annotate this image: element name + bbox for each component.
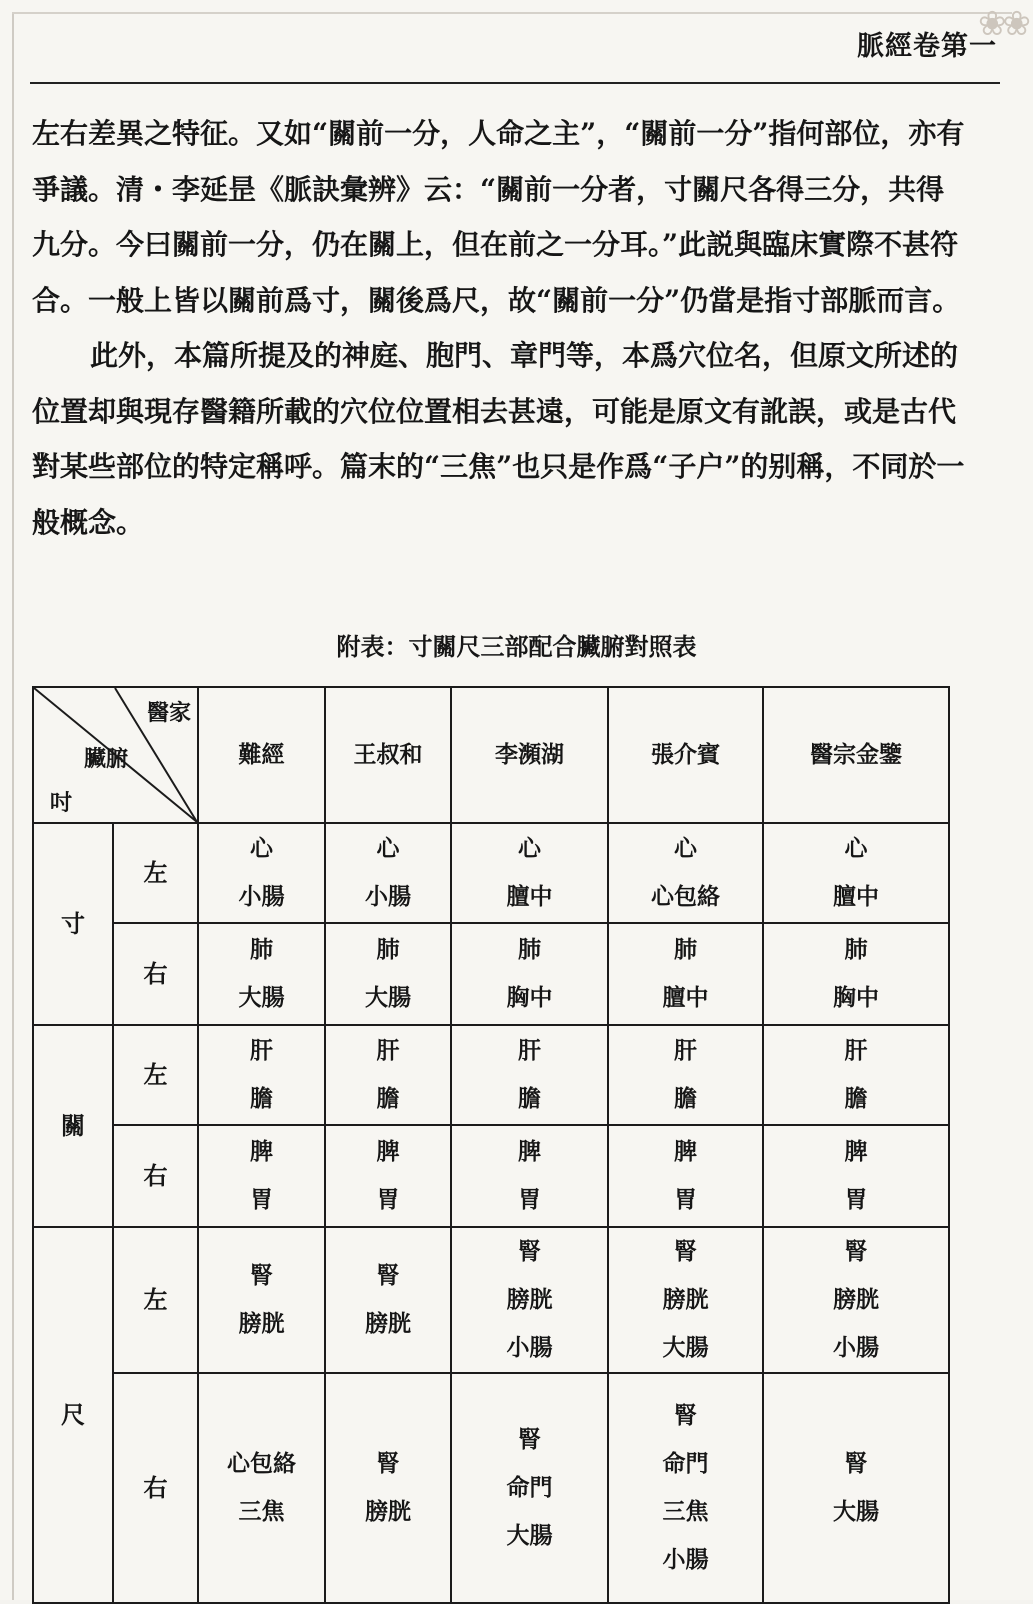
running-head: 脈經卷第一	[857, 31, 997, 62]
organ-cell: 心 小腸	[325, 823, 451, 923]
organ-cell: 腎 膀胱	[325, 1227, 451, 1373]
organ-cell: 肺 膻中	[608, 923, 763, 1025]
side-cell: 左	[113, 823, 198, 923]
organ-cell: 腎 膀胱	[325, 1373, 451, 1603]
page-border-top	[12, 12, 1012, 14]
side-cell: 左	[113, 1025, 198, 1125]
table-row	[33, 1227, 949, 1373]
organ-cell: 腎 膀胱 大腸	[608, 1227, 763, 1373]
organ-cell: 腎 膀胱 小腸	[451, 1227, 608, 1373]
page-border-left	[12, 12, 14, 1600]
organ-cell: 肺 大腸	[198, 923, 325, 1025]
table-header-row	[33, 687, 949, 823]
position-cell: 寸	[33, 823, 113, 1025]
paragraph-2: 此外，本篇所提及的神庭、胞門、章門等，本爲穴位名，但原文所述的位置却與現存醫籍所載的穴位位置相去甚遠，可能是原文有訛誤，或是古代對某些部位的特定稱呼。篇末的“三焦”也只是作爲“子户”的别稱，不同於一般概念。	[32, 339, 965, 539]
organ-cell: 心 膻中	[763, 823, 949, 923]
organ-cell: 脾 胃	[325, 1125, 451, 1227]
table-row	[33, 1125, 949, 1227]
column-header: 李瀕湖	[451, 687, 608, 823]
organ-cell: 肝 膽	[608, 1025, 763, 1125]
organ-cell: 腎 膀胱 小腸	[763, 1227, 949, 1373]
organ-cell: 肺 大腸	[325, 923, 451, 1025]
side-cell: 右	[113, 923, 198, 1025]
header-rule	[30, 82, 1000, 84]
paragraph-1: 左右差異之特征。又如“關前一分，人命之主”，“關前一分”指何部位，亦有爭議。清・李延昰《脈訣彙辨》云：“關前一分者，寸關尺各得三分，共得九分。今曰關前一分，仍在關上，但在前之一分耳。”此説與臨床實際不甚符合。一般上皆以關前爲寸，關後爲尺，故“關前一分”仍當是指寸部脈而言。	[32, 117, 965, 317]
organ-cell: 心 小腸	[198, 823, 325, 923]
table-row	[33, 1025, 949, 1125]
column-header: 王叔和	[325, 687, 451, 823]
column-header: 張介賓	[608, 687, 763, 823]
corner-label-physician: 醫家	[146, 701, 191, 726]
organ-cell: 脾 胃	[451, 1125, 608, 1227]
organ-cell: 心包絡 三焦	[198, 1373, 325, 1603]
position-cell: 尺	[33, 1227, 113, 1603]
comparison-table	[32, 686, 950, 1604]
organ-cell: 肝 膽	[763, 1025, 949, 1125]
body-text	[32, 106, 972, 550]
corner-ornament-icon: ❀❀	[978, 4, 1027, 44]
table-title: 附表：寸關尺三部配合臟腑對照表	[336, 633, 697, 661]
organ-cell: 肝 膽	[198, 1025, 325, 1125]
corner-label-position: 吋	[50, 791, 73, 816]
organ-cell: 脾 胃	[608, 1125, 763, 1227]
organ-cell: 腎 大腸	[763, 1373, 949, 1603]
organ-cell: 腎 命門 三焦 小腸	[608, 1373, 763, 1603]
table-row	[33, 1373, 949, 1603]
pulse-organ-table	[32, 686, 948, 1600]
column-header: 難經	[198, 687, 325, 823]
side-cell: 右	[113, 1125, 198, 1227]
organ-cell: 肺 胸中	[763, 923, 949, 1025]
organ-cell: 肝 膽	[325, 1025, 451, 1125]
organ-cell: 脾 胃	[763, 1125, 949, 1227]
table-corner-cell	[33, 687, 198, 823]
organ-cell: 腎 命門 大腸	[451, 1373, 608, 1603]
organ-cell: 心 膻中	[451, 823, 608, 923]
organ-cell: 脾 胃	[198, 1125, 325, 1227]
organ-cell: 心 心包絡	[608, 823, 763, 923]
column-header: 醫宗金鑒	[763, 687, 949, 823]
organ-cell: 肺 胸中	[451, 923, 608, 1025]
table-row	[33, 823, 949, 923]
corner-label-organ: 臟腑	[84, 747, 129, 772]
side-cell: 左	[113, 1227, 198, 1373]
organ-cell: 腎 膀胱	[198, 1227, 325, 1373]
side-cell: 右	[113, 1373, 198, 1603]
table-row	[33, 923, 949, 1025]
position-cell: 關	[33, 1025, 113, 1227]
organ-cell: 肝 膽	[451, 1025, 608, 1125]
